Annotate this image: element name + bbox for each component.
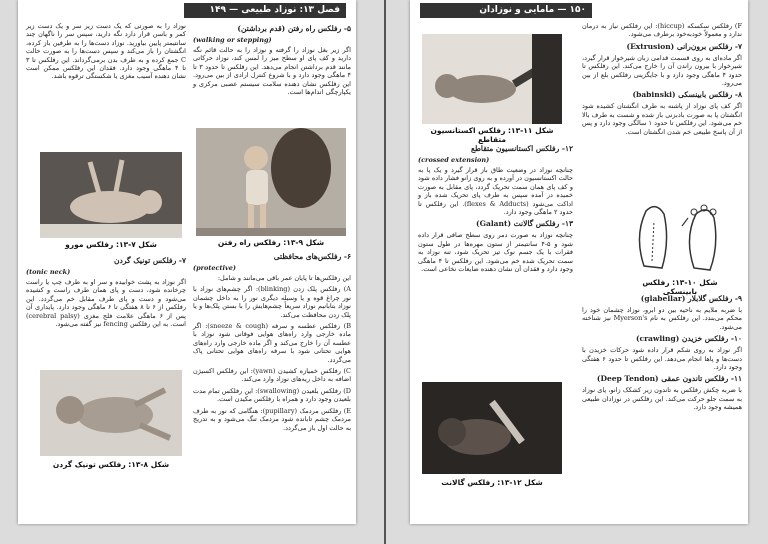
left-page-right-column [193,22,351,99]
heading-protective-reflexes: ۶- رفلکس‌های محافظتی [273,252,351,261]
caption-figure-9: شکل ۹-۱۳: رفلکس راه رفتن [217,238,325,247]
book-gutter [384,0,386,544]
left-page-left-column [26,22,186,84]
paragraph-deep-tendon: با ضربه چکش رفلکس به تاندون زیر کشکک زانو، پای نوزاد به سمت جلو حرکت می‌کند. این رفلکس در نوزادان طبیعی همیشه وجود دارد. [582,386,742,412]
paragraph-tonic-neck: اگر نوزاد به پشت خوابیده و سر او به طرف چپ یا راست چرخانده شود، دست و پای همان طرف راست و کشیده می‌شود و دست و پای طرف مقابل خم می‌گردد. این رفلکس از ۶ تا ۸ هفتگی تا ۶ ماهگی وجود دارد. پایداری آن پس از ۶ ماهگی علامت فلج مغزی (cerebral palsy) است. به این رفلکس fencing نیز گفته می‌شود. [26,278,186,329]
figure-walking-reflex-photo [196,128,346,236]
heading-walking-reflex-en: (walking or stepping) [193,36,272,44]
heading-extrusion: ۷- رفلکس برون‌رانی (Extrusion) [626,41,742,51]
paragraph-babinski: اگر کف پای نوزاد از پاشنه به طرف انگشتان کشیده شود انگشتان پا به صورت بادبزنی باز شده و شست به طرف بالا خم می‌شود. این رفلکس تا حدود ۱ سالگی وجود دارد و پس از آن پاسخ طبیعی خم شدن انگشتان است. [582,102,743,136]
caption-figure-11: شکل ۱۱-۱۳: رفلکس اکستانسیون متقاطع [430,126,554,144]
paragraph-crawling: اگر نوزاد به روی شکم قرار داده شود حرکات خزیدن با دست‌ها و پاها انجام می‌دهد. این رفلکس تا حدود ۶ هفتگی وجود دارد. [582,346,742,372]
figure-galant-photo [422,382,562,474]
paragraph-moro-description: نوزاد را به صورتی که یک دست زیر سر و یک دست زیر کمر و باسن قرار دارد نگه دارید، سپس سر را ناگهان چند سانتیمتر پایین بیاورید. نوزاد دست‌ها را به طرفین باز کرده، انگشتان را باز می‌کند و سپس دست‌ها را به صورت حالت C جمع کرده و به طرف بدن برمی‌گرداند. این رفلکس تا ۳ تا ۴ ماهگی وجود دارد. فقدان این رفلکس ممکن است نشان دهنده آسیب مغزی یا شکستگی ترقوه باشد. [26,22,186,81]
left-page [18,0,356,524]
paragraph-extrusion: اگر ماده‌ای به روی قسمت قدامی زبان شیرخوار قرار گیرد، شیرخوار با بیرون راندن آن را خارج می‌کند. این رفلکس تا حدود ۴ ماهگی وجود دارد و با جایگزینی رفلکس بلع از بین می‌رود. [582,53,742,88]
paragraph-protective-intro: این رفلکس‌ها تا پایان عمر باقی می‌مانند و شامل: [217,274,351,282]
figure-tonic-neck-photo [40,370,182,456]
paragraph-sneeze-cough: B) رفلکس عطسه و سرفه (sneeze & cough): اگر ماده خارجی وارد راه‌های هوایی فوقانی شود نوزاد با عطسه آن را خارج می‌کند و اگر ماده خارجی وارد راه‌های هوایی تحتانی شود با سرفه راه‌های هوایی تحتانی پاک می‌گردد. [193,322,351,364]
heading-glabellar: ۹- رفلکس گلابلار (glabellar) [640,294,742,303]
heading-crossed-extension-en: (crossed extension) [418,156,490,164]
heading-tonic-neck: ۷- رفلکس تونیک گردن [114,256,186,265]
heading-protective-reflexes-en: (protective) [193,264,236,272]
figure-moro-reflex-photo [40,152,182,238]
caption-figure-10: شکل ۱۰-۱۳: رفلکس بابینسکی [642,278,718,296]
left-page-header: فصل ۱۳: نوزاد طبیعی — ۱۴۹ [184,3,346,18]
paragraph-crossed-extension: چنانچه نوزاد در وضعیت طاق باز قرار گیرد و یک پا به حالت اکستانسیون در آورده و به روی زانو فشار داده شود و کف پای همان سمت تحریک گردد، پای مقابل به صورت خمیده در آمده سپس به طرف پای تحریک شده باز و اداکت می‌شود (flexes & Adducts). این رفلکس تا حدود ۲ ماهگی وجود دارد. [418,166,573,217]
right-page-right-column-lower [582,292,742,415]
heading-babinski: ۸- رفلکس بابینسکی (babinski) [632,90,742,100]
paragraph-yawn: C) رفلکس خمیازه کشیدن (yawn): این رفلکس اکسیژن اضافه به داخل ریه‌های نوزاد وارد می‌کند. [193,367,351,384]
heading-walking-reflex: ۵- رفلکس راه رفتن (قدم برداشتن) [237,24,351,33]
caption-figure-12: شکل ۱۲-۱۳: رفلکس گالانت [441,478,543,487]
paragraph-blinking: A) رفلکس پلک زدن (blinking): اگر چشم‌های نوزاد با نور چراغ قوه و یا وسیله دیگری نور را به داخل چشمان نوزاد بتابانیم نوزاد سریعاً چشم‌هایش را با بستن پلک‌ها و یا پلک زدن محافظت می‌کند. [193,285,351,319]
paragraph-galant: چنانچه نوزاد به صورت دمر روی سطح صافی قرار داده شود و ۵-۴ سانتیمتر از ستون مهره‌ها در طول ستون فقرات با یک جسم نوک تیز تحریک شود، تنه نوزاد به سمت تحریک شده خم می‌شود. این رفلکس تا ۴ ماهگی وجود دارد و فقدان آن نشان دهنده ضایعات نخاعی است. [418,231,574,274]
heading-galant: ۱۳- رفلکس گالانت (Galant) [476,219,573,229]
paragraph-swallowing: D) رفلکس بلعیدن (swallowing): این رفلکس تمام مدت بلعیدن وجود دارد و همراه با رفلکس مکیدن است. [193,386,351,404]
caption-figure-8: شکل ۸-۱۳: رفلکس تونیک گردن [52,460,170,469]
right-page [410,0,748,524]
heading-tonic-neck-en: (tonic neck) [26,268,71,276]
right-page-left-column [418,142,573,276]
figure-crossed-extension-photo [422,34,562,124]
right-page-right-column [582,22,742,139]
left-page-left-column-lower [26,254,186,331]
paragraph-glabellar: با ضربه ملایم به ناحیه بین دو ابرو، نوزاد چشمان خود را محکم می‌بندد. این رفلکس به نام Myerson's نیز شناخته می‌شود. [582,306,743,331]
figure-babinski-diagram [624,196,736,276]
paragraph-walking-reflex: اگر زیر بغل نوزاد را گرفته و نوزاد را به حالت قائم نگه دارید و کف پای او سطح میز را لمس کند، نوزاد حرکاتی مانند قدم برداشتن انجام می‌دهد. این رفلکس تا حدود ۳ تا ۴ ماهگی وجود دارد و با شروع کنترل ارادی از بین می‌رود. این رفلکس نشان دهنده سلامت سیستم عصبی مرکزی و یکپارچگی اندام‌ها است. [193,46,352,97]
right-page-header: ۱۵۰ — مامایی و نوزادان [420,3,592,18]
left-page-right-column-lower [193,250,351,435]
paragraph-hiccup: F) رفلکس سکسکه (hiccup): این رفلکس نیاز به درمان ندارد و معمولاً خودبه‌خود برطرف می‌شود. [582,22,742,39]
heading-crawling: ۱۰- رفلکس خزیدن (crawling) [635,334,742,344]
paragraph-pupillary: E) رفلکس مردمک (pupillary): هنگامی که نور به طرف مردمک چشم تابانده شود مردمک تنگ می‌شود و به تدریج به حالت اول باز می‌گردد. [193,406,352,432]
heading-deep-tendon: ۱۱- رفلکس تاندون عمقی (Deep Tendon) [596,374,742,384]
caption-figure-7: شکل ۷-۱۳: رفلکس مورو [65,240,157,249]
heading-crossed-extension: ۱۲- رفلکس اکستانسیون متقاطع [470,144,573,153]
